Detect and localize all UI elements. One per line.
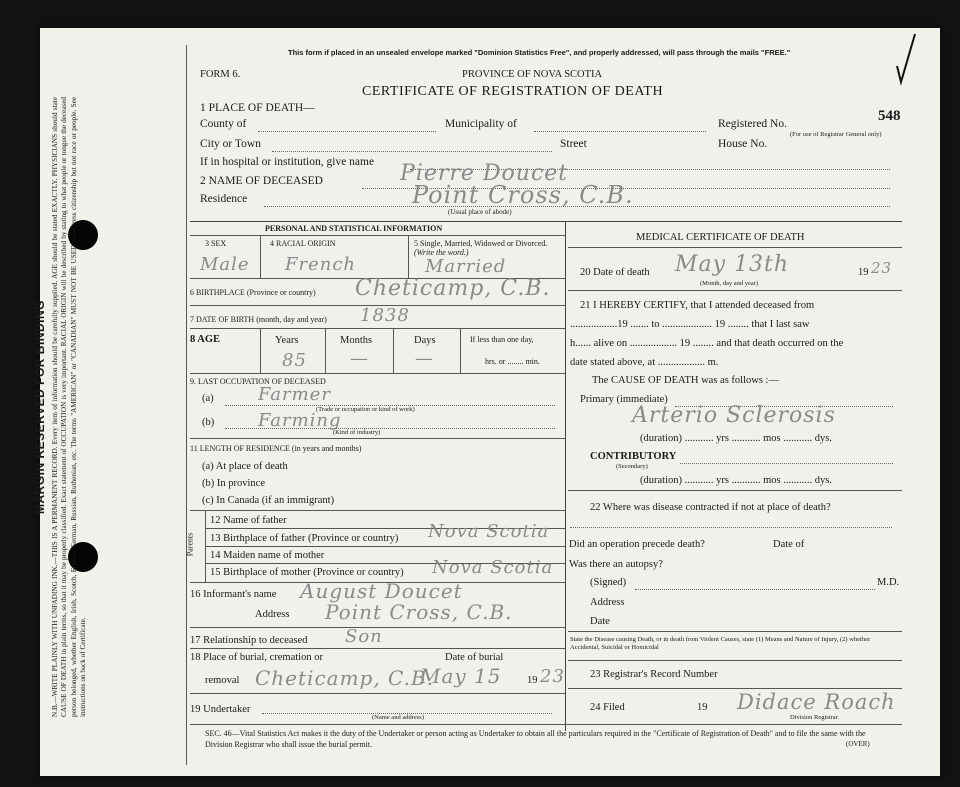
years-value: 85 bbox=[282, 350, 307, 371]
county-label: County of bbox=[200, 118, 247, 130]
marital-label bbox=[414, 239, 564, 257]
medical-date-label: Date bbox=[590, 616, 610, 627]
division-registrar-note: Division Registrar. bbox=[790, 714, 840, 721]
signed-line bbox=[635, 589, 875, 590]
certify-label: 21 I HEREBY CERTIFY, that I attended deceased from bbox=[580, 300, 815, 311]
residence-label: Residence bbox=[200, 193, 248, 205]
race-label: 4 RACIAL ORIGIN bbox=[270, 239, 336, 248]
rule bbox=[205, 546, 565, 547]
dob-label: 7 DATE OF BIRTH (month, day and year) bbox=[190, 315, 327, 324]
date-of-death-value: May 13th bbox=[675, 252, 790, 277]
alive-line: h...... alive on .................. 19 ........ and that death occurred on the bbox=[570, 338, 844, 349]
operation-date-label: Date of bbox=[773, 539, 805, 550]
instructions-note: N.B.—WRITE PLAINLY WITH UNFADING INK.—THIS IS A PERMANENT RECORD. Every item of information should be carefully supplied. AGE should be stated EXACTLY. PHYSICIANS should state CAUSE OF DEATH in plain terms, so that it may be properly classified. Exact statement of OCCUPATION is very important. RACIAL ORIGIN will be described by stating to what people or tongue the deceased person belonged, whether English, Irish, Scotch, French, German, Russian, Ruthenian, etc. The terms "AMERICAN" or "CANADIAN" MUST NOT BE USED as express citizenship but not race or people. See instructions on back of Certificate. bbox=[51, 97, 88, 717]
birthplace-label: 6 BIRTHPLACE (Province or country) bbox=[190, 288, 316, 297]
secondary-note: (Secondary) bbox=[616, 463, 648, 470]
undertaker-label: 19 Undertaker bbox=[190, 704, 251, 715]
occ-a-note: (Trade or occupation or kind of work) bbox=[316, 406, 415, 413]
filed-year-prefix: 19 bbox=[697, 702, 708, 713]
mother-birthplace-value: Nova Scotia bbox=[432, 557, 554, 578]
rule bbox=[325, 328, 326, 373]
usual-abode-note: (Usual place of abode) bbox=[448, 208, 512, 216]
rule bbox=[190, 235, 565, 236]
municipality-line bbox=[534, 131, 706, 132]
autopsy-label: Was there an autopsy? bbox=[569, 559, 663, 570]
burial-year-prefix: 19 bbox=[527, 675, 538, 686]
check-mark-icon bbox=[895, 30, 919, 86]
rule bbox=[568, 247, 902, 248]
county-line bbox=[258, 131, 436, 132]
dob-value: 1838 bbox=[360, 305, 410, 326]
contracted-line bbox=[570, 527, 892, 528]
relationship-value: Son bbox=[345, 626, 383, 647]
city-label: City or Town bbox=[200, 138, 261, 150]
filed-label: 24 Filed bbox=[590, 702, 625, 713]
duration-line-1: (duration) ........... yrs ........... mos ........... dys. bbox=[640, 433, 832, 444]
over-label: (OVER) bbox=[846, 740, 870, 748]
footer-rule bbox=[190, 724, 902, 725]
res-b-label: (b) In province bbox=[202, 478, 265, 489]
residence-length-label: 11 LENGTH OF RESIDENCE (in years and months) bbox=[190, 444, 362, 453]
rule bbox=[568, 631, 902, 632]
municipality-label: Municipality of bbox=[445, 118, 517, 130]
occ-a-value: Farmer bbox=[258, 384, 331, 405]
contributory-line bbox=[680, 463, 893, 464]
residence-line bbox=[264, 206, 890, 207]
res-a-label: (a) At place of death bbox=[202, 461, 288, 472]
occ-b-note: (Kind of industry) bbox=[333, 429, 381, 436]
death-year-value: 23 bbox=[871, 259, 893, 277]
deceased-name-value: Pierre Doucet bbox=[400, 161, 569, 186]
father-name-label: 12 Name of father bbox=[210, 515, 287, 526]
death-year-prefix: 19 bbox=[858, 267, 869, 278]
rule bbox=[568, 688, 902, 689]
age-label: 8 AGE bbox=[190, 334, 221, 345]
date-of-death-label: 20 Date of death bbox=[580, 267, 650, 278]
rule bbox=[260, 235, 261, 278]
years-label: Years bbox=[275, 335, 299, 346]
province-label: PROVINCE OF NOVA SCOTIA bbox=[462, 69, 603, 80]
primary-label: Primary (immediate) bbox=[580, 394, 668, 405]
place-of-death-heading: 1 PLACE OF DEATH— bbox=[200, 102, 315, 114]
section-top-rule bbox=[190, 221, 902, 222]
occ-a-label: (a) bbox=[202, 393, 214, 404]
date-note: (Month, day and year) bbox=[700, 280, 759, 287]
medical-address-label: Address bbox=[590, 597, 625, 608]
undertaker-note: (Name and address) bbox=[372, 714, 424, 721]
personal-section-title: PERSONAL AND STATISTICAL INFORMATION bbox=[265, 224, 443, 233]
informant-address-label: Address bbox=[255, 609, 290, 620]
informant-value: August Doucet bbox=[300, 579, 463, 603]
md-label: M.D. bbox=[877, 577, 900, 588]
removal-label: removal bbox=[205, 675, 240, 686]
residence-value: Point Cross, C.B. bbox=[412, 181, 634, 209]
marital-value: Married bbox=[425, 256, 507, 277]
rule bbox=[190, 510, 565, 511]
rule bbox=[568, 290, 902, 291]
stated-line: date stated above, at .................. m. bbox=[570, 357, 719, 368]
medical-section-title: MEDICAL CERTIFICATE OF DEATH bbox=[636, 232, 805, 243]
rule bbox=[190, 438, 565, 439]
mother-name-label: 14 Maiden name of mother bbox=[210, 550, 325, 561]
contributory-label: CONTRIBUTORY bbox=[590, 451, 677, 462]
months-value: — bbox=[350, 348, 369, 369]
period-line: ..................19 ....... to ................... 19 ........ that I last saw bbox=[570, 319, 810, 330]
city-line bbox=[272, 151, 552, 152]
days-value: — bbox=[415, 348, 434, 369]
division-registrar-signature: Didace Roach bbox=[737, 690, 896, 714]
house-no-label: House No. bbox=[718, 138, 768, 150]
marital-note: (Write the word.) bbox=[414, 248, 469, 257]
violent-causes-note: State the Disease causing Death, or in death from Violent Causes, state (1) Means and Nature of Injury, (2) whether Accidental, Suicidal or Homicidal bbox=[570, 636, 871, 651]
father-birthplace-label: 13 Birthplace of father (Province or country) bbox=[210, 533, 399, 544]
parents-label: Parents bbox=[185, 532, 195, 557]
cause-label: The CAUSE OF DEATH was as follows :— bbox=[592, 375, 779, 386]
mother-birthplace-label: 15 Birthplace of mother (Province or country) bbox=[210, 567, 404, 578]
rule bbox=[568, 660, 902, 661]
res-c-label: (c) In Canada (if an immigrant) bbox=[202, 495, 335, 506]
occ-b-label: (b) bbox=[202, 417, 215, 428]
burial-year-value: 23 bbox=[540, 666, 565, 687]
margin-divider bbox=[186, 45, 187, 765]
binding-margin-notes bbox=[33, 97, 123, 717]
street-label: Street bbox=[560, 138, 587, 150]
father-birthplace-value: Nova Scotia bbox=[428, 521, 550, 542]
institution-label: If in hospital or institution, give name bbox=[200, 156, 375, 168]
operation-label: Did an operation precede death? bbox=[569, 539, 705, 550]
registered-no-value: 548 bbox=[878, 108, 901, 124]
occupation-label: 9. LAST OCCUPATION OF DECEASED bbox=[190, 377, 326, 386]
duration-line-2: (duration) ........... yrs ........... mos ........... dys. bbox=[640, 475, 832, 486]
rule bbox=[260, 328, 261, 373]
informant-address-value: Point Cross, C.B. bbox=[325, 600, 513, 624]
rule bbox=[190, 328, 565, 329]
certificate-title: CERTIFICATE OF REGISTRATION OF DEATH bbox=[362, 84, 664, 99]
mail-note: This form if placed in an unsealed envelope marked "Dominion Statistics Free", and properly addressed, will pass through the mails "FREE." bbox=[288, 48, 791, 57]
less-than-day-label: If less than one day, bbox=[470, 335, 534, 344]
informant-label: 16 Informant's name bbox=[190, 589, 277, 600]
marital-label-text: 5 Single, Married, Widowed or Divorced. bbox=[414, 239, 548, 248]
burial-date-label: Date of burial bbox=[445, 652, 504, 663]
months-label: Months bbox=[340, 335, 373, 346]
contracted-label: 22 Where was disease contracted if not at place of death? bbox=[590, 502, 831, 513]
primary-cause-value: Arterio Sclerosis bbox=[632, 403, 836, 428]
rule bbox=[460, 328, 461, 373]
race-value: French bbox=[285, 254, 357, 275]
occ-b-value: Farming bbox=[258, 410, 342, 431]
rule bbox=[408, 235, 409, 278]
birthplace-value: Cheticamp, C.B. bbox=[355, 276, 551, 301]
rule bbox=[393, 328, 394, 373]
record-number-label: 23 Registrar's Record Number bbox=[590, 669, 718, 680]
name-of-deceased-label: 2 NAME OF DECEASED bbox=[200, 175, 323, 187]
section-46-note: SEC. 46—Vital Statistics Act makes it the duty of the Undertaker or person acting as Undertaker to obtain all the particulars required in the "Certificate of Registration of Death" and to file the same with the Division Registrar who shall issue the burial permit. bbox=[205, 729, 866, 749]
rule bbox=[190, 373, 565, 374]
registered-no-label: Registered No. bbox=[718, 118, 787, 130]
sex-value: Male bbox=[200, 254, 250, 275]
registrar-only-note: (For use of Registrar General only) bbox=[790, 131, 882, 138]
days-label: Days bbox=[414, 335, 436, 346]
burial-label: 18 Place of burial, cremation or bbox=[190, 652, 323, 663]
rule bbox=[190, 648, 565, 649]
form-number: FORM 6. bbox=[200, 69, 241, 80]
relationship-label: 17 Relationship to deceased bbox=[190, 635, 308, 646]
rule bbox=[568, 490, 902, 491]
burial-date-value: May 15 bbox=[420, 664, 502, 688]
burial-place-value: Cheticamp, C.B. bbox=[255, 666, 435, 690]
margin-label: MARGIN RESERVED FOR BINDING bbox=[33, 300, 47, 514]
occ-b-line bbox=[225, 428, 555, 429]
rule bbox=[190, 693, 565, 694]
signed-label: (Signed) bbox=[590, 577, 627, 588]
hrs-min-label: hrs. or ........ min. bbox=[485, 357, 540, 366]
sex-label: 3 SEX bbox=[205, 239, 227, 248]
column-divider bbox=[565, 221, 566, 731]
